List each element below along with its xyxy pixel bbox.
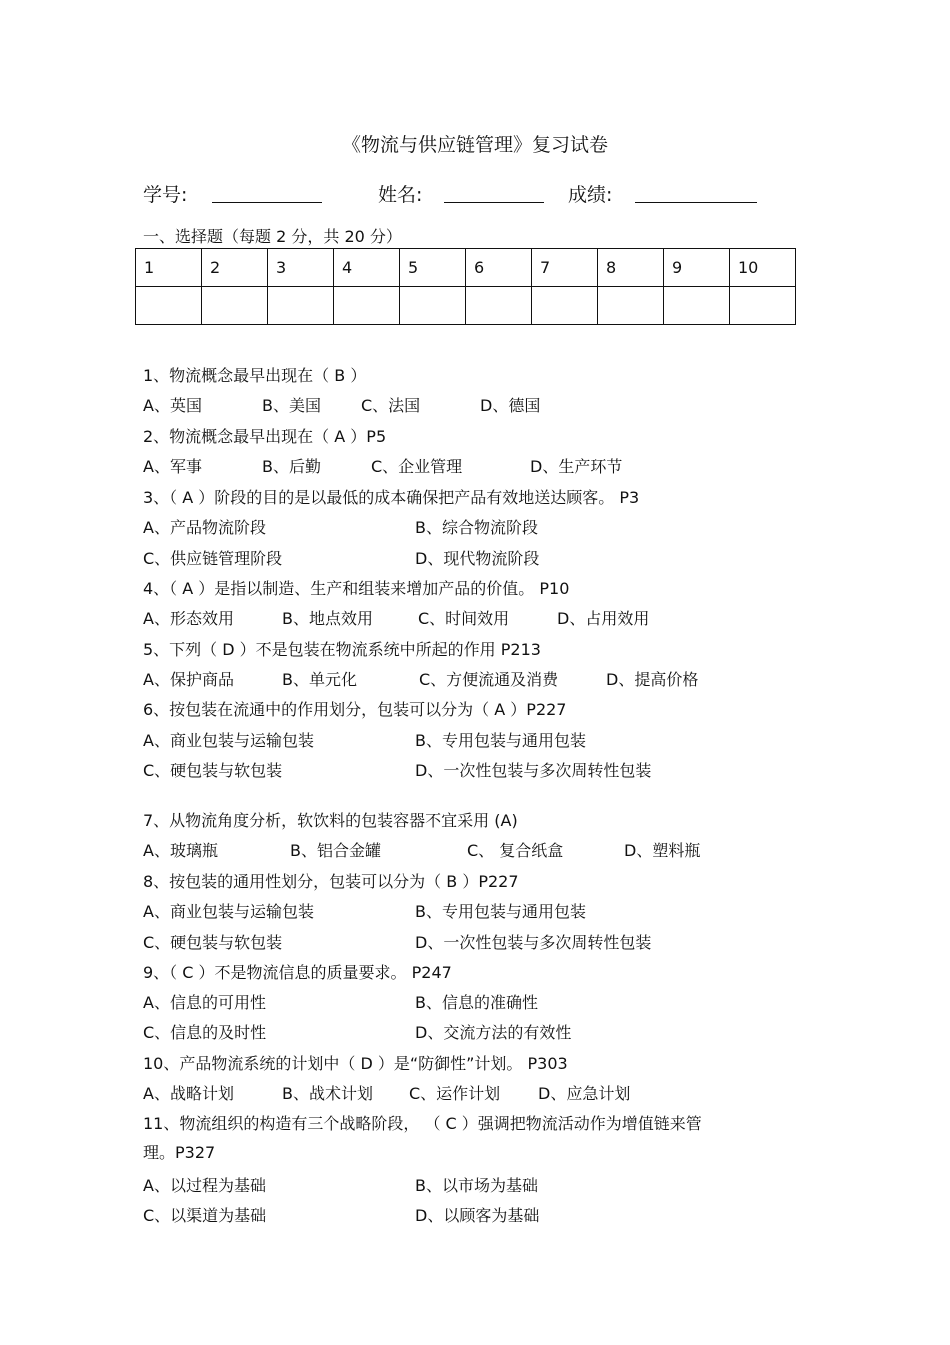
question-option: C、法国: [361, 396, 421, 415]
question-option: B、单元化: [282, 670, 357, 689]
question-option: A、形态效用: [143, 609, 234, 628]
answer-grid-blank-row: [136, 287, 796, 325]
question-option: C、硬包装与软包装: [143, 933, 283, 952]
question-option: C、时间效用: [418, 609, 510, 628]
question-stem: 4、（ A ）是指以制造、生产和组装来增加产品的价值。 P10: [143, 579, 570, 598]
answer-cell[interactable]: [532, 287, 598, 325]
answer-grid-number: 8: [598, 249, 664, 287]
answer-cell[interactable]: [598, 287, 664, 325]
answer-grid-number: 5: [400, 249, 466, 287]
answer-grid-number: 9: [664, 249, 730, 287]
question-stem: 5、下列（ D ）不是包装在物流系统中所起的作用 P213: [143, 640, 541, 659]
question-option: A、以过程为基础: [143, 1176, 266, 1195]
question-stem-continued: 理。P327: [143, 1143, 216, 1162]
answer-cell[interactable]: [466, 287, 532, 325]
answer-cell[interactable]: [730, 287, 796, 325]
question-option: D、现代物流阶段: [415, 549, 540, 568]
question-option: D、占用效用: [557, 609, 650, 628]
question-option: A、玻璃瓶: [143, 841, 218, 860]
question-option: D、应急计划: [538, 1084, 631, 1103]
question-option: D、生产环节: [530, 457, 623, 476]
answer-cell[interactable]: [400, 287, 466, 325]
question-option: D、塑料瓶: [624, 841, 701, 860]
question-option: A、英国: [143, 396, 202, 415]
answer-cell[interactable]: [664, 287, 730, 325]
question-option: C、方便流通及消费: [419, 670, 559, 689]
question-stem: 2、物流概念最早出现在（ A ）P5: [143, 427, 387, 446]
answer-grid-number: 3: [268, 249, 334, 287]
question-stem: 7、从物流角度分析，软饮料的包装容器不宜采用 (A): [143, 811, 518, 830]
question-stem: 6、按包装在流通中的作用划分，包装可以分为（ A ）P227: [143, 700, 567, 719]
answer-cell[interactable]: [136, 287, 202, 325]
question-option: A、保护商品: [143, 670, 234, 689]
question-option: A、战略计划: [143, 1084, 234, 1103]
question-stem: 10、产品物流系统的计划中（ D ）是“防御性”计划。 P303: [143, 1054, 568, 1073]
question-option: B、专用包装与通用包装: [415, 902, 586, 921]
answer-grid-number: 1: [136, 249, 202, 287]
question-option: B、地点效用: [282, 609, 373, 628]
question-option: A、军事: [143, 457, 202, 476]
question-option: A、商业包装与运输包装: [143, 731, 314, 750]
student-id-blank: [212, 202, 322, 203]
question-option: A、产品物流阶段: [143, 518, 266, 537]
question-option: C、以渠道为基础: [143, 1206, 267, 1225]
question-option: C、硬包装与软包装: [143, 761, 283, 780]
question-stem: 11、物流组织的构造有三个战略阶段， （ C ）强调把物流活动作为增值链来管: [143, 1114, 702, 1133]
question-stem: 1、物流概念最早出现在（ B ）: [143, 366, 367, 385]
question-option: C、 复合纸盒: [467, 841, 564, 860]
question-stem: 9、（ C ）不是物流信息的质量要求。 P247: [143, 963, 452, 982]
answer-grid-number: 4: [334, 249, 400, 287]
question-option: D、提高价格: [606, 670, 699, 689]
question-stem: 3、（ A ）阶段的目的是以最低的成本确保把产品有效地送达顾客。 P3: [143, 488, 640, 507]
answer-cell[interactable]: [268, 287, 334, 325]
name-label: 姓名:: [378, 184, 423, 206]
question-option: B、战术计划: [282, 1084, 373, 1103]
question-option: D、以顾客为基础: [415, 1206, 540, 1225]
question-option: C、信息的及时性: [143, 1023, 267, 1042]
question-option: B、美国: [262, 396, 321, 415]
section-heading: 一、选择题（每题 2 分，共 20 分）: [143, 227, 402, 246]
answer-cell[interactable]: [334, 287, 400, 325]
question-option: B、信息的准确性: [415, 993, 538, 1012]
question-option: B、综合物流阶段: [415, 518, 538, 537]
score-blank: [635, 202, 757, 203]
question-option: B、以市场为基础: [415, 1176, 538, 1195]
question-option: D、一次性包装与多次周转性包装: [415, 933, 652, 952]
score-label: 成绩:: [568, 184, 613, 206]
answer-grid-number-row: [136, 249, 796, 287]
question-option: D、德国: [480, 396, 541, 415]
name-blank: [444, 202, 544, 203]
answer-grid-number: 2: [202, 249, 268, 287]
answer-grid-number: 6: [466, 249, 532, 287]
question-option: D、交流方法的有效性: [415, 1023, 572, 1042]
answer-grid-number: 10: [730, 249, 796, 287]
answer-grid: [135, 248, 796, 325]
question-option: D、一次性包装与多次周转性包装: [415, 761, 652, 780]
question-option: C、企业管理: [371, 457, 463, 476]
answer-grid-number: 7: [532, 249, 598, 287]
question-option: B、专用包装与通用包装: [415, 731, 586, 750]
question-option: C、供应链管理阶段: [143, 549, 283, 568]
question-option: B、后勤: [262, 457, 321, 476]
question-option: A、信息的可用性: [143, 993, 266, 1012]
page-title: 《物流与供应链管理》复习试卷: [341, 134, 608, 156]
question-option: B、铝合金罐: [290, 841, 381, 860]
question-stem: 8、按包装的通用性划分，包装可以分为（ B ）P227: [143, 872, 519, 891]
question-option: A、商业包装与运输包装: [143, 902, 314, 921]
student-id-label: 学号:: [143, 184, 188, 206]
question-option: C、运作计划: [409, 1084, 501, 1103]
answer-cell[interactable]: [202, 287, 268, 325]
